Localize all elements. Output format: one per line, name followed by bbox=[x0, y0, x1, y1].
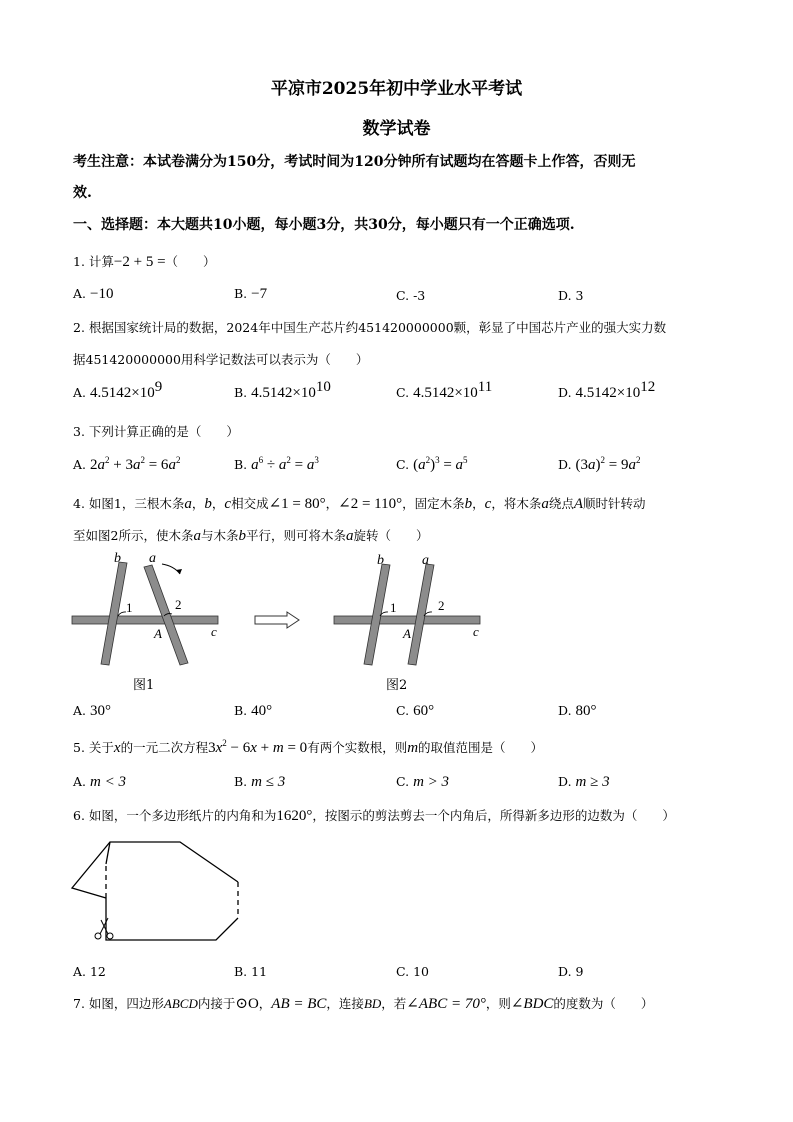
q5-option-b[interactable]: B. m ≤ 3 bbox=[234, 774, 286, 790]
q1-expression: −2 + 5 = bbox=[113, 254, 166, 270]
fig1-label-1: 1 bbox=[126, 600, 133, 615]
fig1-label-A: A bbox=[154, 626, 162, 641]
exam-title: 平凉市2025年初中学业水平考试 bbox=[270, 79, 523, 99]
q3-option-c[interactable]: C. $(a^2)^3 = a^5$ bbox=[396, 455, 468, 473]
q2-option-b[interactable]: B. $4.5142\times 10^{10}$ bbox=[234, 379, 331, 401]
q4-figure-2-caption: 图2 bbox=[386, 678, 408, 693]
fig2-label-1: 1 bbox=[390, 600, 397, 615]
question-2-line1: 2. 根据国家统计局的数据，2024年中国生产芯片约451420000000颗，彰显了中国芯片产业的强大实力数 bbox=[73, 320, 667, 335]
q3-option-d[interactable]: D. $(3a)^2 = 9a^2$ bbox=[558, 455, 641, 473]
exam-subtitle: 数学试卷 bbox=[362, 119, 431, 139]
notice-line2: 效. bbox=[73, 185, 92, 201]
q6-option-d[interactable]: D. 9 bbox=[558, 964, 584, 979]
fig1-label-2: 2 bbox=[175, 597, 182, 612]
q6-option-b[interactable]: B. 11 bbox=[234, 964, 268, 979]
q4-option-c[interactable]: C. 60° bbox=[396, 703, 435, 719]
question-1-stem: 1. 计算−2 + 5 =（ ） bbox=[73, 254, 216, 270]
question-5-stem: 5. 关于x的一元二次方程$3x^2 - 6x + m = 0$有两个实数根，则m的取值范围是（ ） bbox=[73, 738, 544, 756]
fig2-label-a: a bbox=[422, 553, 429, 568]
question-7-stem: 7. 如图，四边形ABCD内接于⊙O，AB = BC，连接BD，若∠ABC = 70°，则∠BDC的度数为（ ） bbox=[73, 996, 654, 1012]
q1-option-b[interactable]: B. −7 bbox=[234, 286, 268, 302]
section-heading: 一、选择题：本大题共10小题，每小题3分，共30分，每小题只有一个正确选项. bbox=[73, 217, 575, 233]
q3-option-b[interactable]: B. $a^6 \div a^2 = a^3$ bbox=[234, 455, 319, 473]
fig1-label-a: a bbox=[149, 551, 156, 566]
q6-polygon-figure bbox=[68, 836, 248, 948]
fig2-label-b: b bbox=[377, 553, 384, 568]
fig1-label-b: b bbox=[114, 551, 121, 566]
q4-figure-2 bbox=[322, 548, 502, 696]
question-3-stem: 3. 下列计算正确的是（ ） bbox=[73, 424, 239, 439]
question-6-stem: 6. 如图，一个多边形纸片的内角和为1620°，按图示的剪法剪去一个内角后，所得新多边形的边数为（ ） bbox=[73, 808, 675, 824]
q5-option-c[interactable]: C. m > 3 bbox=[396, 774, 450, 790]
q1-option-a[interactable]: A. −10 bbox=[73, 286, 114, 302]
q6-option-a[interactable]: A. 12 bbox=[73, 964, 106, 979]
notice-line1: 考生注意：本试卷满分为150分，考试时间为120分钟所有试题均在答题卡上作答，否则无 bbox=[73, 154, 636, 170]
question-2-line2: 据451420000000用科学记数法可以表示为（ ） bbox=[73, 352, 369, 367]
q4-figure-1-caption: 图1 bbox=[133, 678, 155, 693]
q3-option-a[interactable]: A. $2a^2 + 3a^2 = 6a^2$ bbox=[73, 455, 181, 473]
q5-option-d[interactable]: D. m ≥ 3 bbox=[558, 774, 610, 790]
q2-option-c[interactable]: C. $4.5142\times 10^{11}$ bbox=[396, 379, 493, 401]
q2-option-d[interactable]: D. $4.5142\times 10^{12}$ bbox=[558, 379, 656, 401]
q1-option-d[interactable]: D. 3 bbox=[558, 288, 584, 303]
fig2-label-c: c bbox=[473, 624, 479, 639]
q5-option-a[interactable]: A. m < 3 bbox=[73, 774, 126, 790]
question-4-line1: 4. 如图1，三根木条a，b，c相交成∠1 = 80°，∠2 = 110°，固定木条b，c，将木条a绕点A顺时针转动 bbox=[73, 496, 646, 512]
q4-option-d[interactable]: D. 80° bbox=[558, 703, 597, 719]
fig2-label-2: 2 bbox=[438, 598, 445, 613]
q1-option-c[interactable]: C. -3 bbox=[396, 288, 426, 303]
fig1-label-c: c bbox=[211, 624, 217, 639]
fig2-label-A: A bbox=[403, 626, 411, 641]
scissors-icon bbox=[95, 918, 113, 939]
q4-option-a[interactable]: A. 30° bbox=[73, 703, 111, 719]
q4-option-b[interactable]: B. 40° bbox=[234, 703, 273, 719]
question-4-line2: 至如图2所示，使木条a与木条b平行，则可将木条a旋转（ ） bbox=[73, 528, 429, 544]
q2-option-a[interactable]: A. $4.5142\times 10^9$ bbox=[73, 379, 163, 401]
transform-arrow-icon bbox=[253, 610, 303, 630]
q6-option-c[interactable]: C. 10 bbox=[396, 964, 429, 979]
